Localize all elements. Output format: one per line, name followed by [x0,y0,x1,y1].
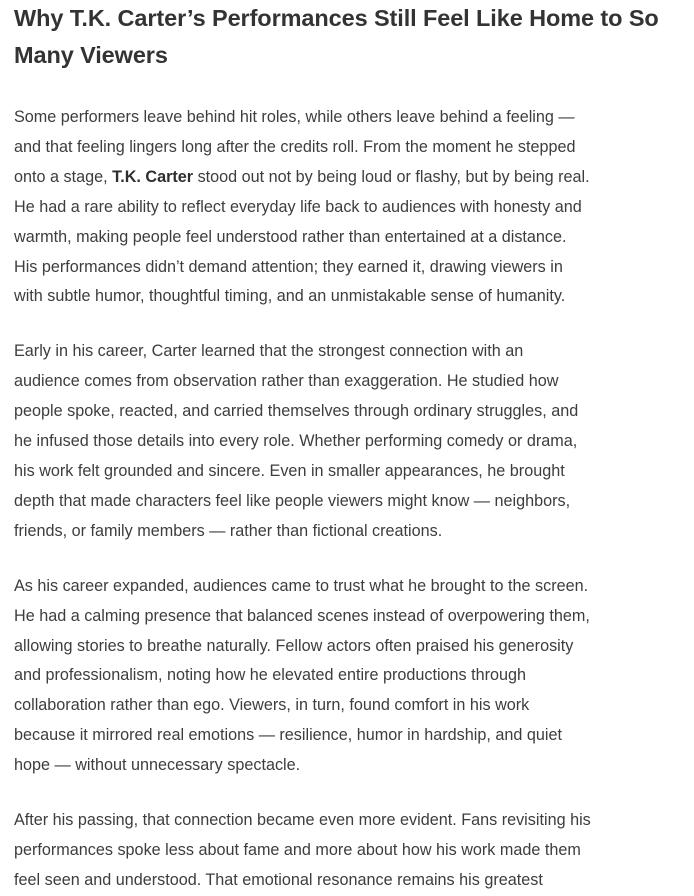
paragraph-line: His performances didn’t demand attention; they earned it, drawing viewers in [14,257,563,276]
paragraph-line: He had a calming presence that balanced scenes instead of overpowering them, [14,606,590,625]
paragraph-line: Some performers leave behind hit roles, while others leave behind a feeling — [14,108,575,126]
paragraph-line: and professionalism, noting how he elevated entire productions through [14,666,527,685]
paragraph-line: hope — without unnecessary spectacle. [14,756,301,775]
paragraph-line: because it mirrored real emotions — resilience, humor in hardship, and quiet [14,726,562,745]
paragraph-3 [14,572,690,781]
paragraph-text: stood out not by being loud or flashy, but by being real. [193,167,590,186]
paragraph-line: He had a rare ability to reflect everyday life back to audiences with honesty and [14,197,582,216]
paragraph-line [14,163,690,193]
paragraph-line: he infused those details into every role. Whether performing comedy or drama, [14,432,578,451]
paragraph-1 [14,103,690,312]
paragraph-text: onto a stage, [14,167,113,186]
paragraph-line: allowing stories to breathe naturally. Fellow actors often praised his generosity [14,636,574,655]
paragraph-line: friends, or family members — rather than fictional creations. [14,521,443,540]
paragraph-line: audience comes from observation rather than exaggeration. He studied how [14,372,559,391]
paragraph-line: warmth, making people feel understood rather than entertained at a distance. [14,227,567,246]
paragraph-line: After his passing, that connection became even more evident. Fans revisiting his [14,811,591,830]
paragraph-2 [14,337,690,546]
article [14,0,690,896]
paragraph-line: his work felt grounded and sincere. Even in smaller appearances, he brought [14,461,565,480]
paragraph-line: with subtle humor, thoughtful timing, and an unmistakable sense of humanity. [14,287,566,306]
paragraph-line: collaboration rather than ego. Viewers, in turn, found comfort in his work [14,696,530,715]
paragraph-line: depth that made characters feel like people viewers might know — neighbors, [14,491,571,510]
paragraph-line: Early in his career, Carter learned that the strongest connection with an [14,342,524,361]
bold-name: T.K. Carter [112,167,194,186]
paragraph-line: performances spoke less about fame and more about how his work made them [14,840,581,859]
paragraph-4 [14,806,690,896]
paragraph-line: feel seen and understood. That emotional resonance remains his greatest [14,870,543,889]
article-title: Why T.K. Carter’s Performances Still Feel Like Home to So Many Viewers [14,5,659,68]
paragraph-line: As his career expanded, audiences came to trust what he brought to the screen. [14,576,589,595]
paragraph-line: people spoke, reacted, and carried themselves through ordinary struggles, and [14,402,579,421]
paragraph-line: and that feeling lingers long after the credits roll. From the moment he stepped [14,137,576,156]
